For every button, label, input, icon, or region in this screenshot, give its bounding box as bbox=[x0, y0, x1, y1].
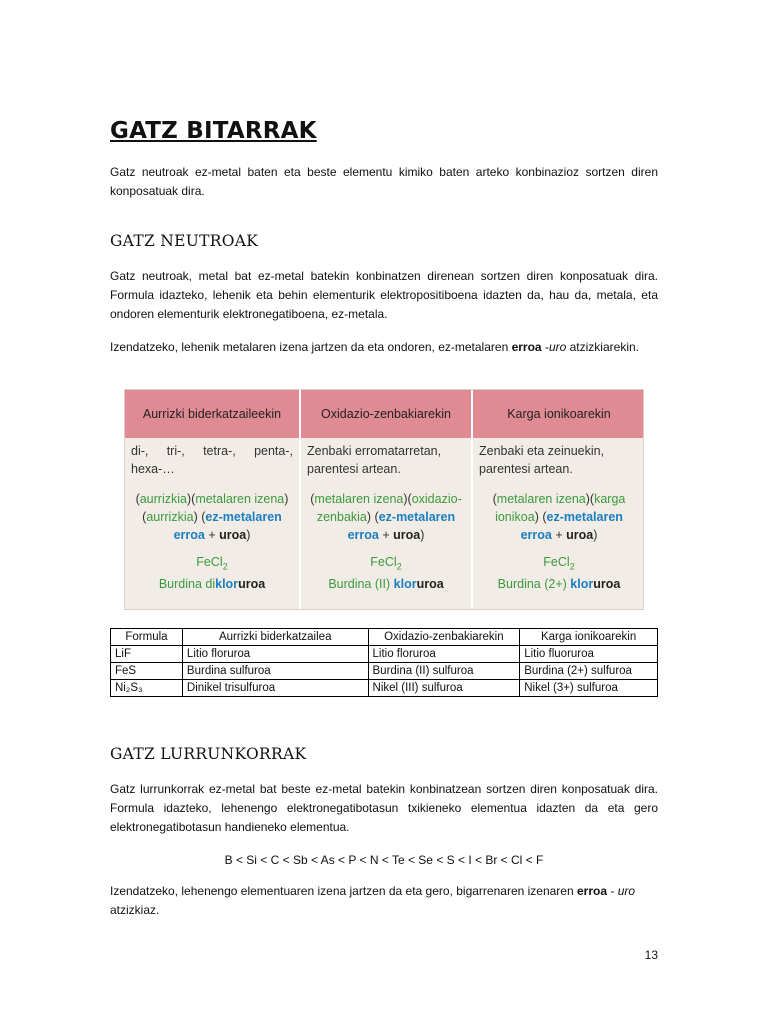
neutroak-paragraph-2: Izendatzeko, lehenik metalaren izena jartzen da eta ondoren, ez-metalaren erroa -uro atzizkiarekin. bbox=[110, 340, 639, 354]
naming-column-prefixes bbox=[125, 390, 299, 609]
naming-rule: (aurrizkia)(metalaren izena)(aurrizkia) (ez-metalaren erroa + uroa) bbox=[135, 492, 289, 542]
table-header-cell: Aurrizki biderkatzailea bbox=[182, 629, 368, 646]
table-cell: Dinikel trisulfuroa bbox=[182, 680, 368, 697]
page-title: GATZ BITARRAK bbox=[110, 118, 317, 144]
example-formula: FeCl$_2$ bbox=[196, 555, 228, 572]
table-header-cell: Karga ionikoarekin bbox=[520, 629, 658, 646]
example-formula: FeCl$_2$ bbox=[543, 555, 575, 572]
naming-column-header: Aurrizki biderkatzaileekin bbox=[142, 407, 282, 421]
naming-column-description: di-, tri-, tetra-, penta-, hexa-… bbox=[131, 444, 293, 476]
example-name: Burdina (II) kloruroa bbox=[328, 576, 444, 591]
table-cell: Nikel (3+) sulfuroa bbox=[520, 680, 658, 697]
table-header-cell: Formula bbox=[111, 629, 183, 646]
section-heading-gatz-neutroak: GATZ NEUTROAK bbox=[110, 232, 259, 250]
table-header-row bbox=[111, 629, 658, 646]
section-heading-gatz-lurrunkorrak: GATZ LURRUNKORRAK bbox=[110, 745, 307, 763]
electronegativity-series: B < Si < C < Sb < As < P < N < Te < Se < S < I < Br < Cl < F bbox=[224, 853, 544, 867]
lurrunkorrak-paragraph-2: Izendatzeko, lehenengo elementuaren izena jartzen da eta gero, bigarrenaren izenaren erroa - uro atzizkiaz. bbox=[110, 884, 636, 917]
naming-column-header: Karga ionikoarekin bbox=[507, 407, 611, 421]
example-name: Burdina (2+) kloruroa bbox=[497, 576, 621, 591]
table-header-cell: Oxidazio-zenbakiarekin bbox=[368, 629, 520, 646]
table-cell: Litio fluoruroa bbox=[520, 646, 658, 663]
naming-rule: (metalaren izena)(karga ionikoa) (ez-metalaren erroa + uroa) bbox=[492, 492, 626, 542]
document-page bbox=[110, 0, 658, 1024]
lurrunkorrak-paragraph-1: Gatz lurrunkorrak ez-metal bat beste ez-metal batekin konbinatzean sortzen diren konposatuak dira. Formula idazteko, lehenengo elektronegatibotasun txikieneko elementua idazten da eta gero elektronegatibotasun handieneko elementua. bbox=[110, 782, 658, 834]
page-number: 13 bbox=[644, 948, 658, 962]
example-name: Burdina dikloruroa bbox=[158, 576, 266, 591]
examples-table bbox=[110, 628, 658, 697]
neutroak-paragraph-1: Gatz neutroak, metal bat ez-metal batekin konbinatzen direnean sortzen diren konposatuak dira. Formula idazteko, lehenik eta behin elementurik elektropositiboena idazten da, hau da, metala, eta ondoren elementurik elektronegatiboena, ez-metala. bbox=[110, 269, 658, 321]
intro-paragraph: Gatz neutroak ez-metal baten eta beste elementu kimiko baten arteko konbinazioz sortzen diren konposatuak dira. bbox=[110, 165, 658, 198]
naming-column-description: Zenbaki erromatarretan, parentesi artean. bbox=[307, 444, 442, 476]
table-cell: Burdina (2+) sulfuroa bbox=[520, 663, 658, 680]
naming-example bbox=[131, 554, 293, 593]
table-cell: Ni₂S₃ bbox=[111, 680, 183, 697]
table-row bbox=[111, 663, 658, 680]
naming-example bbox=[307, 554, 465, 593]
table-cell: Litio floruroa bbox=[368, 646, 520, 663]
table-cell: Nikel (III) sulfuroa bbox=[368, 680, 520, 697]
naming-example bbox=[479, 554, 639, 593]
example-formula: FeCl$_2$ bbox=[370, 555, 402, 572]
table-cell: LiF bbox=[111, 646, 183, 663]
table-cell: Burdina (II) sulfuroa bbox=[368, 663, 520, 680]
naming-column-ionic-charge bbox=[471, 390, 645, 609]
naming-column-header: Oxidazio-zenbakiarekin bbox=[321, 407, 451, 421]
table-cell: Litio floruroa bbox=[182, 646, 368, 663]
table-cell: Burdina sulfuroa bbox=[182, 663, 368, 680]
naming-rules-image-table bbox=[124, 389, 644, 610]
naming-column-oxidation bbox=[299, 390, 471, 609]
naming-rule: (metalaren izena)(oxidazio-zenbakia) (ez-metalaren erroa + uroa) bbox=[310, 492, 462, 542]
table-row bbox=[111, 680, 658, 697]
table-cell: FeS bbox=[111, 663, 183, 680]
table-row bbox=[111, 646, 658, 663]
naming-column-description: Zenbaki eta zeinuekin, parentesi artean. bbox=[479, 444, 605, 476]
